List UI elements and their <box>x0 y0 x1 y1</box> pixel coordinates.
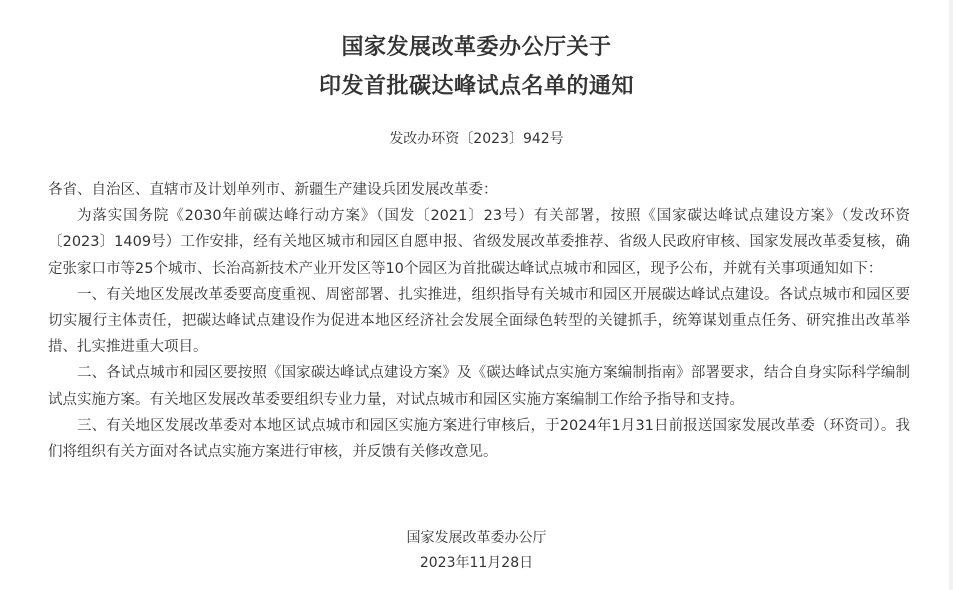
paragraph-item-1: 一、有关地区发展改革委要高度重视、周密部署、扎实推进，组织指导有关城市和园区开展碳达峰试点建设。各试点城市和园区要切实履行主体责任，把碳达峰试点建设作为促进本地区经济社会发展全面绿色转型的关键抓手，统筹谋划重点任务、研究推出改革举措、扎实推进重大项目。 <box>48 286 910 356</box>
document-title-line2: 印发首批碳达峰试点名单的通知 <box>318 74 634 99</box>
salutation: 各省、自治区、直辖市及计划单列市、新疆生产建设兵团发展改革委： <box>48 182 498 198</box>
document-number: 发改办环资〔2023〕942号 <box>389 131 564 147</box>
paragraph-intro: 为落实国务院《2030年前碳达峰行动方案》（国发〔2021〕23号）有关部署，按照《国家碳达峰试点建设方案》（发改环资〔2023〕1409号）工作安排，经有关地区城市和园区自愿申报、省级发展改革委推荐、省级人民政府审核、国家发展改革委复核，确定张家口市等25个城市、长治高新技术产业开发区等10个园区为首批碳达峰试点城市和园区，现予公布，并就有关事项通知如下： <box>48 208 910 277</box>
document-body <box>48 177 910 465</box>
signature-date: 2023年11月28日 <box>419 555 534 571</box>
scrollbar[interactable] <box>949 0 953 590</box>
paragraph-item-2: 二、各试点城市和园区要按照《国家碳达峰试点建设方案》及《碳达峰试点实施方案编制指南》部署要求，结合自身实际科学编制试点实施方案。有关地区发展改革委要组织专业力量，对试点城市和园区实施方案编制工作给予指导和支持。 <box>48 365 910 408</box>
document-title-line1: 国家发展改革委办公厅关于 <box>341 35 612 60</box>
signature-organization: 国家发展改革委办公厅 <box>406 530 547 546</box>
paragraph-item-3: 三、有关地区发展改革委对本地区试点城市和园区实施方案进行审核后，于2024年1月31日前报送国家发展改革委（环资司）。我们将组织有关方面对各试点实施方案进行审核，并反馈有关修改意见。 <box>48 417 910 461</box>
